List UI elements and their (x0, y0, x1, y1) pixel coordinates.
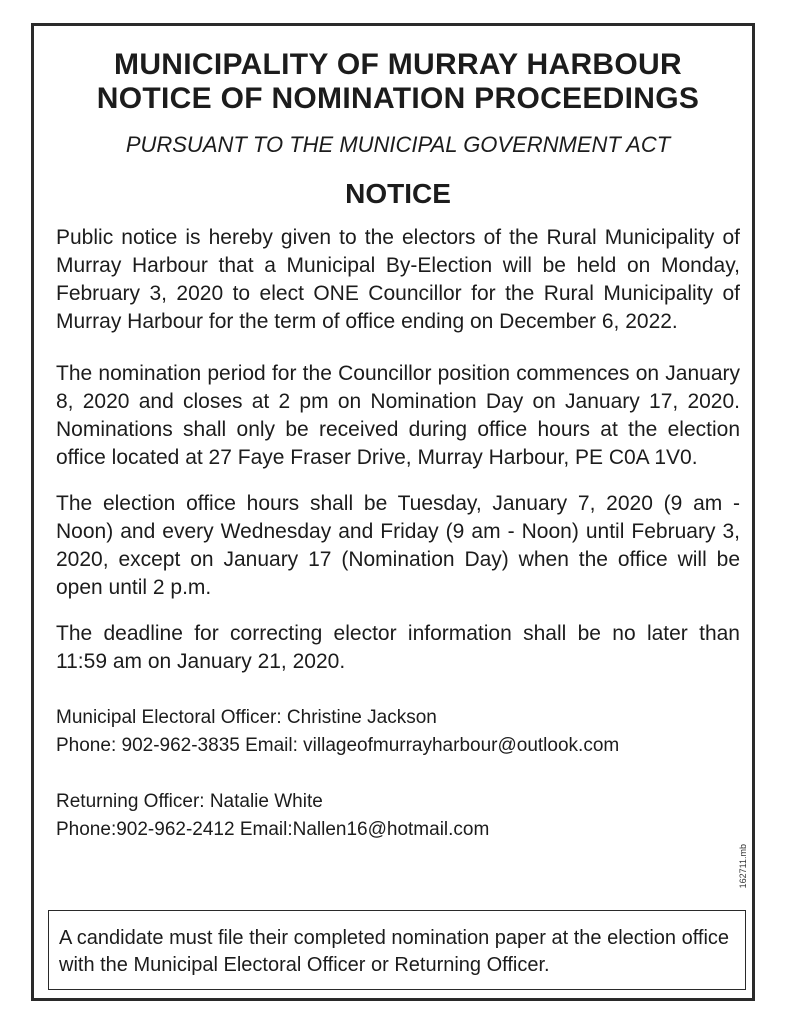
title-line-1: MUNICIPALITY OF MURRAY HARBOUR (114, 48, 682, 81)
candidate-notice-box: A candidate must file their completed nomination paper at the election office with the Municipal Electoral Officer or Returning Officer. (48, 910, 746, 990)
ad-reference-code: 162711.mb (738, 844, 748, 889)
electoral-officer-contact: Phone: 902-962-3835 Email: villageofmurrayharbour@outlook.com (56, 735, 620, 756)
notice-heading: NOTICE (345, 178, 451, 209)
title (56, 48, 740, 116)
returning-officer-contact: Phone:902-962-2412 Email:Nallen16@hotmail.com (56, 819, 490, 840)
paragraph-election: Public notice is hereby given to the electors of the Rural Municipality of Murray Harbour that a Municipal By-Election will be held on Monday, February 3, 2020 to elect ONE Councillor for the Rural Municipality of Murray Harbour for the term of office ending on December 6, 2022. (56, 226, 740, 333)
returning-officer-name: Returning Officer: Natalie White (56, 791, 323, 812)
electoral-officer-block (56, 704, 740, 760)
title-line-2: NOTICE OF NOMINATION PROCEEDINGS (96, 82, 700, 115)
notice-content (56, 26, 740, 998)
notice-frame (31, 23, 755, 1001)
paragraph-office-hours: The election office hours shall be Tuesday, January 7, 2020 (9 am - Noon) and every Wednesday and Friday (9 am - Noon) until February 3, 2020, except on January 17 (Nomination Day) when the office will be open until 2 p.m. (56, 492, 740, 599)
electoral-officer-name: Municipal Electoral Officer: Christine Jackson (56, 707, 437, 728)
paragraph-nomination-period: The nomination period for the Councillor position commences on January 8, 2020 and closes at 2 pm on Nomination Day on January 17, 2020. Nominations shall only be received during office hours at the election office located at 27 Faye Fraser Drive, Murray Harbour, PE C0A 1V0. (56, 362, 740, 469)
paragraph-deadline: The deadline for correcting elector information shall be no later than 11:59 am on January 21, 2020. (56, 622, 740, 673)
returning-officer-block (56, 788, 740, 844)
subtitle: PURSUANT TO THE MUNICIPAL GOVERNMENT ACT (125, 132, 671, 157)
